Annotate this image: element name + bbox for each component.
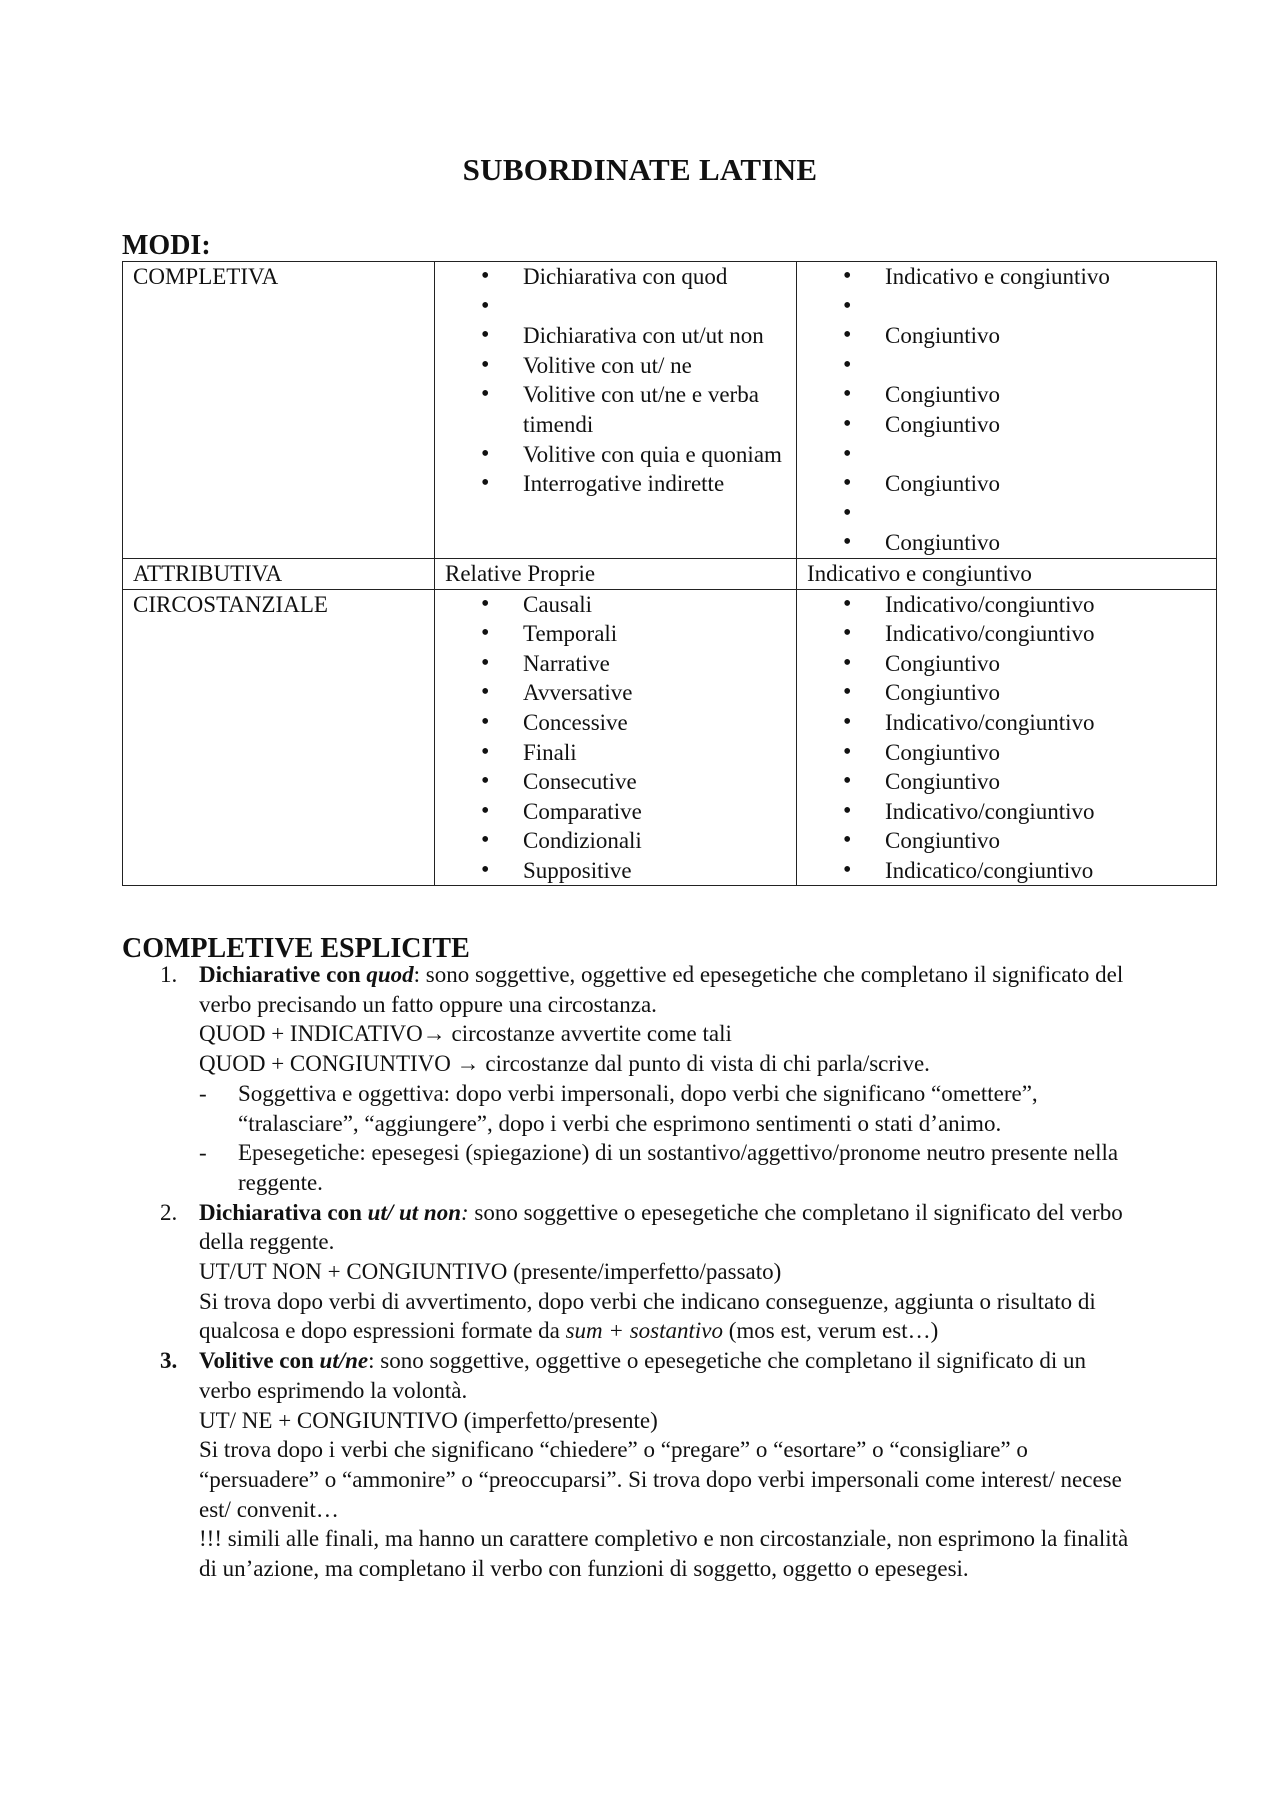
row-label: ATTRIBUTIVA bbox=[123, 558, 435, 589]
list-item: • Dichiarativa con quod bbox=[445, 262, 786, 292]
table-row bbox=[123, 589, 1217, 886]
dash-text: Soggettiva e oggettiva: dopo verbi impersonali, dopo verbi che significano “omettere”, “tralasciare”, “aggiungere”, dopo i verbi che esprimono sentimenti o stati d’animo. bbox=[238, 1080, 1038, 1136]
item-line: QUOD + CONGIUNTIVO → circostanze dal punto di vista di chi parla/scrive. bbox=[199, 1051, 930, 1077]
section-content bbox=[122, 960, 1142, 1584]
item-title-colon: : bbox=[413, 962, 421, 987]
list-item: • Congiuntivo bbox=[807, 469, 1206, 499]
list-item: • Finali bbox=[445, 738, 786, 768]
list-item: • Volitive con ut/ ne bbox=[445, 351, 786, 381]
list-item: • Condizionali bbox=[445, 826, 786, 856]
item-line: UT/ NE + CONGIUNTIVO (imperfetto/presente) bbox=[199, 1407, 658, 1433]
item-title: Volitive con bbox=[199, 1348, 320, 1374]
item-paragraph bbox=[199, 1346, 1142, 1405]
list-item: • Concessive bbox=[445, 708, 786, 738]
modes-cell bbox=[797, 262, 1217, 559]
list-item: • Congiuntivo bbox=[807, 826, 1206, 856]
list-item: • Avversative bbox=[445, 678, 786, 708]
item-line: UT/UT NON + CONGIUNTIVO (presente/imperfetto/passato) bbox=[199, 1259, 782, 1285]
list-item: • Narrative bbox=[445, 649, 786, 679]
mode-cell: Indicativo e congiuntivo bbox=[797, 558, 1217, 589]
item-paragraph: Si trova dopo verbi di avvertimento, dopo verbi che indicano conseguenze, aggiunta o risultato di qualcosa e dopo espressioni formate da sum + sostantivo (mos est, verum est…) bbox=[199, 1288, 1096, 1344]
list-item: • Interrogative indirette bbox=[445, 469, 786, 499]
list-item: • Indicativo/congiuntivo bbox=[807, 619, 1206, 649]
list-item: • Congiuntivo bbox=[807, 528, 1206, 558]
item-paragraph bbox=[199, 960, 1142, 1019]
row-label: CIRCOSTANZIALE bbox=[123, 589, 435, 886]
item-title: Dichiarative con bbox=[199, 962, 367, 987]
item-text: sono soggettive o epesegetiche che completano il significato del verbo della reggente. bbox=[199, 1199, 1123, 1255]
list-item: • Consecutive bbox=[445, 767, 786, 797]
item-line: Si trova dopo i verbi che significano “chiedere” o “pregare” o “esortare” o “consigliare” o “persuadere” o “ammonire” o “preoccuparsi”. Si trova dopo verbi impersonali come interest/ necese est/ convenit… bbox=[199, 1437, 1122, 1522]
numbered-item bbox=[122, 960, 1142, 1198]
numbered-item bbox=[122, 1346, 1142, 1584]
list-item: • Indicativo e congiuntivo bbox=[807, 262, 1206, 292]
type-cell: Relative Proprie bbox=[435, 558, 797, 589]
item-title-keyword: ut/ ut non bbox=[367, 1199, 461, 1225]
dash-item: - Soggettiva e oggettiva: dopo verbi impersonali, dopo verbi che significano “omettere”, “tralasciare”, “aggiungere”, dopo i verbi che esprimono sentimenti o stati d’animo. bbox=[199, 1080, 1038, 1136]
types-cell bbox=[435, 262, 797, 559]
list-item: • Congiuntivo bbox=[807, 649, 1206, 679]
item-number: 1. bbox=[160, 962, 178, 987]
dash-text: Epesegetiche: epesegesi (spiegazione) di un sostantivo/aggettivo/pronome neutro presente nella reggente. bbox=[238, 1140, 1119, 1195]
modi-heading: MODI: bbox=[122, 230, 211, 261]
list-item: • Indicatico/congiuntivo bbox=[807, 856, 1206, 886]
list-item: • Congiuntivo bbox=[807, 380, 1206, 410]
item-title-keyword: ut/ne bbox=[319, 1348, 369, 1374]
list-item: • Temporali bbox=[445, 619, 786, 649]
item-title-colon: : bbox=[461, 1199, 469, 1225]
dash-item: - Epesegetiche: epesegesi (spiegazione) di un sostantivo/aggettivo/pronome neutro presente nella reggente. bbox=[199, 1140, 1119, 1195]
list-item: • Dichiarativa con ut/ut non bbox=[445, 321, 786, 351]
item-text: sono soggettive, oggettive ed epesegetiche che completano il significato del verbo precisando un fatto oppure una circostanza. bbox=[199, 962, 1124, 1017]
list-item: • Congiuntivo bbox=[807, 321, 1206, 351]
numbered-item bbox=[122, 1198, 1142, 1347]
modi-table bbox=[122, 261, 1217, 886]
item-text: sono soggettive, oggettive o epesegetiche che completano il significato di un verbo esprimendo la volontà. bbox=[199, 1348, 1087, 1403]
modes-cell bbox=[797, 589, 1217, 886]
item-title: Dichiarativa con bbox=[199, 1199, 368, 1225]
item-title-keyword: quod bbox=[366, 962, 414, 987]
item-paragraph bbox=[199, 1198, 1142, 1257]
list-item: • Volitive con quia e quoniam bbox=[445, 440, 786, 470]
table-row bbox=[123, 262, 1217, 559]
list-item: • Indicativo/congiuntivo bbox=[807, 590, 1206, 620]
types-cell bbox=[435, 589, 797, 886]
page-title: SUBORDINATE LATINE bbox=[462, 152, 818, 187]
item-line: QUOD + INDICATIVO→ circostanze avvertite come tali bbox=[199, 1021, 732, 1047]
item-title-colon: : bbox=[368, 1348, 375, 1374]
list-item: • Indicativo/congiuntivo bbox=[807, 797, 1206, 827]
list-item: • Indicativo/congiuntivo bbox=[807, 708, 1206, 738]
list-item: • Comparative bbox=[445, 797, 786, 827]
table-row bbox=[123, 558, 1217, 589]
item-line: !!! simili alle finali, ma hanno un carattere completivo e non circostanziale, non esprimono la finalità di un’azione, ma completano il verbo con funzioni di soggetto, oggetto o epesegesi. bbox=[199, 1526, 1129, 1582]
list-item: • Congiuntivo bbox=[807, 767, 1206, 797]
item-number: 2. bbox=[160, 1199, 178, 1225]
row-label: COMPLETIVA bbox=[123, 262, 435, 559]
list-item: • Suppositive bbox=[445, 856, 786, 886]
list-item: • Congiuntivo bbox=[807, 678, 1206, 708]
list-item: • Causali bbox=[445, 590, 786, 620]
list-item: • Congiuntivo bbox=[807, 738, 1206, 768]
list-item: • Congiuntivo bbox=[807, 410, 1206, 440]
list-item: • Volitive con ut/ne e verba timendi bbox=[445, 380, 786, 439]
section-heading: COMPLETIVE ESPLICITE bbox=[122, 933, 470, 964]
item-number: 3. bbox=[160, 1348, 178, 1374]
